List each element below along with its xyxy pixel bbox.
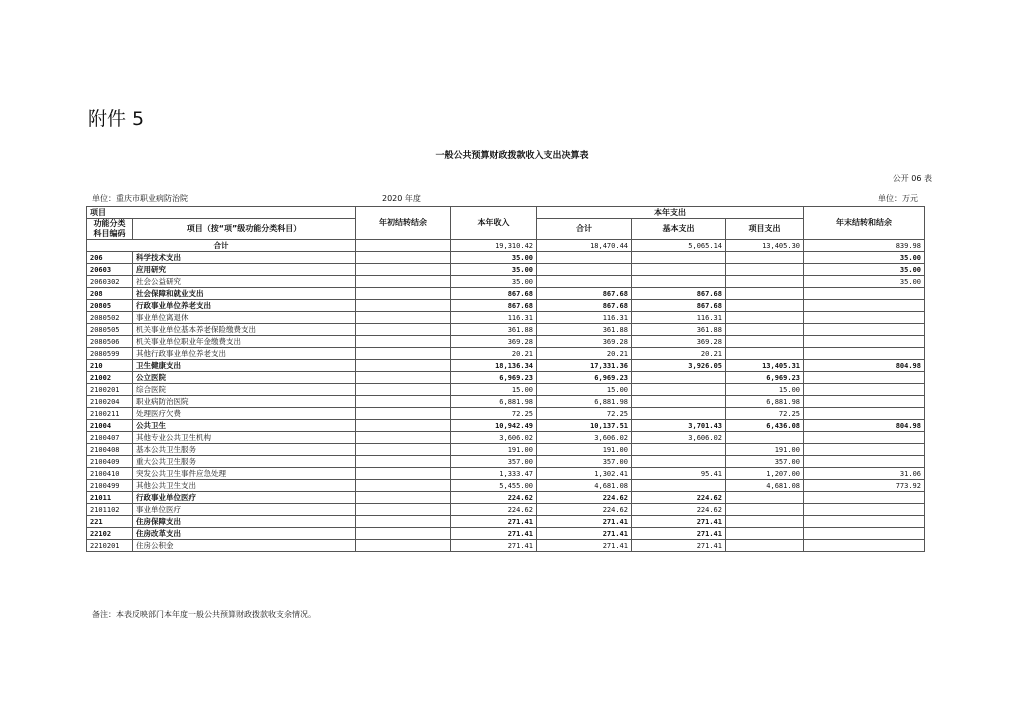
row-total: 224.62	[537, 504, 632, 516]
row-code: 2101102	[87, 504, 133, 516]
total-label: 合计	[87, 240, 356, 252]
row-code: 21011	[87, 492, 133, 504]
row-income: 35.00	[451, 252, 537, 264]
row-income: 18,136.34	[451, 360, 537, 372]
row-name: 社会公益研究	[133, 276, 356, 288]
row-code: 2060302	[87, 276, 133, 288]
table-row	[87, 396, 925, 408]
row-name: 机关事业单位基本养老保险缴费支出	[133, 324, 356, 336]
table-row	[87, 336, 925, 348]
row-begin	[356, 420, 451, 432]
table-row	[87, 264, 925, 276]
header-item-name: 项目（按“项”级功能分类科目）	[133, 219, 356, 240]
row-project	[726, 276, 804, 288]
total-project: 13,405.30	[726, 240, 804, 252]
row-income: 6,969.23	[451, 372, 537, 384]
row-code: 2080502	[87, 312, 133, 324]
row-end	[804, 300, 925, 312]
row-income: 271.41	[451, 528, 537, 540]
row-income: 224.62	[451, 504, 537, 516]
row-project: 15.00	[726, 384, 804, 396]
row-name: 重大公共卫生服务	[133, 456, 356, 468]
row-name: 科学技术支出	[133, 252, 356, 264]
row-income: 116.31	[451, 312, 537, 324]
row-code: 2100409	[87, 456, 133, 468]
row-end: 35.00	[804, 276, 925, 288]
total-end: 839.98	[804, 240, 925, 252]
header-income: 本年收入	[451, 207, 537, 240]
row-total: 867.68	[537, 300, 632, 312]
table-row	[87, 528, 925, 540]
table-row	[87, 468, 925, 480]
row-end: 35.00	[804, 264, 925, 276]
header-basic: 基本支出	[632, 219, 726, 240]
row-total: 361.88	[537, 324, 632, 336]
form-code: 公开 06 表	[892, 174, 932, 183]
row-basic: 95.41	[632, 468, 726, 480]
document-title: 一般公共预算财政拨款收入支出决算表	[435, 151, 589, 161]
row-code: 221	[87, 516, 133, 528]
row-project	[726, 348, 804, 360]
row-end: 31.06	[804, 468, 925, 480]
table-row	[87, 540, 925, 552]
row-begin	[356, 468, 451, 480]
row-basic: 369.28	[632, 336, 726, 348]
row-income: 224.62	[451, 492, 537, 504]
row-project: 4,681.08	[726, 480, 804, 492]
row-total	[537, 276, 632, 288]
row-end	[804, 408, 925, 420]
row-basic: 867.68	[632, 300, 726, 312]
table-row	[87, 384, 925, 396]
row-begin	[356, 456, 451, 468]
row-income: 10,942.49	[451, 420, 537, 432]
annex-label: 附件 5	[88, 108, 145, 130]
row-begin	[356, 336, 451, 348]
row-code: 2080599	[87, 348, 133, 360]
row-end	[804, 372, 925, 384]
currency-unit: 单位：万元	[878, 194, 918, 203]
row-name: 事业单位离退休	[133, 312, 356, 324]
row-name: 卫生健康支出	[133, 360, 356, 372]
row-total: 20.21	[537, 348, 632, 360]
row-project: 357.00	[726, 456, 804, 468]
fiscal-year: 2020 年度	[382, 194, 421, 203]
row-code: 2210201	[87, 540, 133, 552]
table-row	[87, 312, 925, 324]
row-begin	[356, 516, 451, 528]
row-income: 20.21	[451, 348, 537, 360]
table-row	[87, 372, 925, 384]
row-income: 6,881.98	[451, 396, 537, 408]
table-row	[87, 252, 925, 264]
row-total: 369.28	[537, 336, 632, 348]
row-end	[804, 504, 925, 516]
row-total: 867.68	[537, 288, 632, 300]
row-project: 191.00	[726, 444, 804, 456]
row-basic: 224.62	[632, 504, 726, 516]
row-end	[804, 288, 925, 300]
row-income: 5,455.00	[451, 480, 537, 492]
row-basic	[632, 456, 726, 468]
table-row	[87, 360, 925, 372]
row-basic: 271.41	[632, 516, 726, 528]
row-code: 2100407	[87, 432, 133, 444]
row-total: 1,302.41	[537, 468, 632, 480]
row-income: 361.88	[451, 324, 537, 336]
row-total: 15.00	[537, 384, 632, 396]
total-income: 19,310.42	[451, 240, 537, 252]
row-end	[804, 528, 925, 540]
table-row	[87, 408, 925, 420]
table-row	[87, 324, 925, 336]
row-total: 72.25	[537, 408, 632, 420]
row-begin	[356, 444, 451, 456]
row-begin	[356, 252, 451, 264]
row-begin	[356, 348, 451, 360]
row-project	[726, 516, 804, 528]
row-project	[726, 312, 804, 324]
header-total: 合计	[537, 219, 632, 240]
table-row	[87, 432, 925, 444]
row-total: 224.62	[537, 492, 632, 504]
row-basic: 361.88	[632, 324, 726, 336]
row-project	[726, 432, 804, 444]
row-begin	[356, 396, 451, 408]
organization-unit: 单位：重庆市职业病防治院	[92, 194, 188, 203]
row-code: 2100499	[87, 480, 133, 492]
header-expense-group: 本年支出	[537, 207, 804, 219]
row-name: 综合医院	[133, 384, 356, 396]
row-basic	[632, 444, 726, 456]
row-begin	[356, 492, 451, 504]
row-code: 206	[87, 252, 133, 264]
row-begin	[356, 276, 451, 288]
row-begin	[356, 324, 451, 336]
row-name: 行政事业单位养老支出	[133, 300, 356, 312]
row-basic	[632, 480, 726, 492]
row-basic: 3,926.05	[632, 360, 726, 372]
row-total: 6,881.98	[537, 396, 632, 408]
header-project: 项目支出	[726, 219, 804, 240]
total-basic: 5,065.14	[632, 240, 726, 252]
row-code: 22102	[87, 528, 133, 540]
row-basic: 3,701.43	[632, 420, 726, 432]
row-begin	[356, 372, 451, 384]
row-project	[726, 264, 804, 276]
row-begin	[356, 300, 451, 312]
row-name: 社会保障和就业支出	[133, 288, 356, 300]
row-project: 6,969.23	[726, 372, 804, 384]
row-basic: 3,606.02	[632, 432, 726, 444]
row-project	[726, 336, 804, 348]
row-begin	[356, 504, 451, 516]
total-expense: 18,470.44	[537, 240, 632, 252]
row-project	[726, 252, 804, 264]
row-income: 35.00	[451, 276, 537, 288]
row-total: 191.00	[537, 444, 632, 456]
row-end	[804, 336, 925, 348]
row-basic	[632, 372, 726, 384]
row-name: 突发公共卫生事件应急处理	[133, 468, 356, 480]
row-project	[726, 288, 804, 300]
row-end	[804, 432, 925, 444]
row-name: 住房保障支出	[133, 516, 356, 528]
row-code: 2080505	[87, 324, 133, 336]
budget-table	[86, 206, 925, 552]
row-income: 271.41	[451, 516, 537, 528]
row-name: 公立医院	[133, 372, 356, 384]
row-end: 804.98	[804, 420, 925, 432]
row-end	[804, 444, 925, 456]
table-row	[87, 492, 925, 504]
row-basic: 20.21	[632, 348, 726, 360]
row-code: 208	[87, 288, 133, 300]
row-project	[726, 528, 804, 540]
row-basic	[632, 252, 726, 264]
row-begin	[356, 312, 451, 324]
row-end	[804, 540, 925, 552]
table-row	[87, 348, 925, 360]
row-begin	[356, 432, 451, 444]
row-name: 其他行政事业单位养老支出	[133, 348, 356, 360]
table-row	[87, 276, 925, 288]
row-income: 867.68	[451, 288, 537, 300]
row-project: 6,881.98	[726, 396, 804, 408]
row-income: 867.68	[451, 300, 537, 312]
row-name: 公共卫生	[133, 420, 356, 432]
row-name: 职业病防治医院	[133, 396, 356, 408]
row-total: 17,331.36	[537, 360, 632, 372]
row-income: 1,333.47	[451, 468, 537, 480]
row-income: 369.28	[451, 336, 537, 348]
table-row	[87, 420, 925, 432]
row-name: 机关事业单位职业年金缴费支出	[133, 336, 356, 348]
row-end: 804.98	[804, 360, 925, 372]
header-end-balance: 年末结转和结余	[804, 207, 925, 240]
row-name: 事业单位医疗	[133, 504, 356, 516]
row-code: 2100408	[87, 444, 133, 456]
row-basic: 116.31	[632, 312, 726, 324]
row-income: 3,606.02	[451, 432, 537, 444]
row-income: 35.00	[451, 264, 537, 276]
row-total: 116.31	[537, 312, 632, 324]
row-basic	[632, 408, 726, 420]
row-code: 20603	[87, 264, 133, 276]
row-project	[726, 492, 804, 504]
row-total: 271.41	[537, 516, 632, 528]
row-code: 2080506	[87, 336, 133, 348]
row-begin	[356, 360, 451, 372]
row-end: 35.00	[804, 252, 925, 264]
row-project: 72.25	[726, 408, 804, 420]
row-name: 应用研究	[133, 264, 356, 276]
row-end	[804, 384, 925, 396]
row-income: 191.00	[451, 444, 537, 456]
row-code: 21002	[87, 372, 133, 384]
row-end	[804, 324, 925, 336]
row-code: 20805	[87, 300, 133, 312]
row-project: 1,207.00	[726, 468, 804, 480]
row-name: 基本公共卫生服务	[133, 444, 356, 456]
row-basic: 224.62	[632, 492, 726, 504]
row-total: 6,969.23	[537, 372, 632, 384]
row-name: 行政事业单位医疗	[133, 492, 356, 504]
row-begin	[356, 540, 451, 552]
row-code: 2100410	[87, 468, 133, 480]
total-row	[87, 240, 925, 252]
header-item: 项目	[87, 207, 356, 219]
row-basic	[632, 276, 726, 288]
row-basic	[632, 384, 726, 396]
row-end	[804, 348, 925, 360]
row-income: 271.41	[451, 540, 537, 552]
row-end: 773.92	[804, 480, 925, 492]
row-code: 21004	[87, 420, 133, 432]
row-project: 13,405.31	[726, 360, 804, 372]
row-begin	[356, 528, 451, 540]
row-project	[726, 540, 804, 552]
table-row	[87, 288, 925, 300]
row-total: 357.00	[537, 456, 632, 468]
row-end	[804, 492, 925, 504]
row-basic: 271.41	[632, 540, 726, 552]
row-code: 2100201	[87, 384, 133, 396]
row-end	[804, 456, 925, 468]
table-row	[87, 480, 925, 492]
row-project: 6,436.08	[726, 420, 804, 432]
row-code: 2100204	[87, 396, 133, 408]
row-total	[537, 264, 632, 276]
table-row	[87, 504, 925, 516]
table-row	[87, 516, 925, 528]
row-income: 357.00	[451, 456, 537, 468]
row-basic	[632, 264, 726, 276]
table-row	[87, 300, 925, 312]
row-total	[537, 252, 632, 264]
row-income: 72.25	[451, 408, 537, 420]
row-total: 271.41	[537, 540, 632, 552]
row-begin	[356, 384, 451, 396]
row-name: 其他公共卫生支出	[133, 480, 356, 492]
row-project	[726, 300, 804, 312]
header-func-code: 功能分类科目编码	[87, 219, 133, 240]
table-row	[87, 444, 925, 456]
row-total: 10,137.51	[537, 420, 632, 432]
row-name: 住房改革支出	[133, 528, 356, 540]
row-end	[804, 396, 925, 408]
row-basic: 271.41	[632, 528, 726, 540]
row-name: 其他专业公共卫生机构	[133, 432, 356, 444]
table-row	[87, 456, 925, 468]
row-name: 住房公积金	[133, 540, 356, 552]
row-project	[726, 504, 804, 516]
row-project	[726, 324, 804, 336]
row-end	[804, 516, 925, 528]
row-begin	[356, 480, 451, 492]
row-code: 2100211	[87, 408, 133, 420]
row-begin	[356, 408, 451, 420]
row-name: 处理医疗欠费	[133, 408, 356, 420]
total-begin	[356, 240, 451, 252]
row-code: 210	[87, 360, 133, 372]
footnote: 备注：本表反映部门本年度一般公共预算财政拨款收支余情况。	[92, 610, 316, 619]
header-begin-balance: 年初结转结余	[356, 207, 451, 240]
row-income: 15.00	[451, 384, 537, 396]
row-begin	[356, 264, 451, 276]
row-begin	[356, 288, 451, 300]
row-total: 271.41	[537, 528, 632, 540]
row-basic: 867.68	[632, 288, 726, 300]
row-total: 3,606.02	[537, 432, 632, 444]
row-basic	[632, 396, 726, 408]
row-end	[804, 312, 925, 324]
row-total: 4,681.08	[537, 480, 632, 492]
